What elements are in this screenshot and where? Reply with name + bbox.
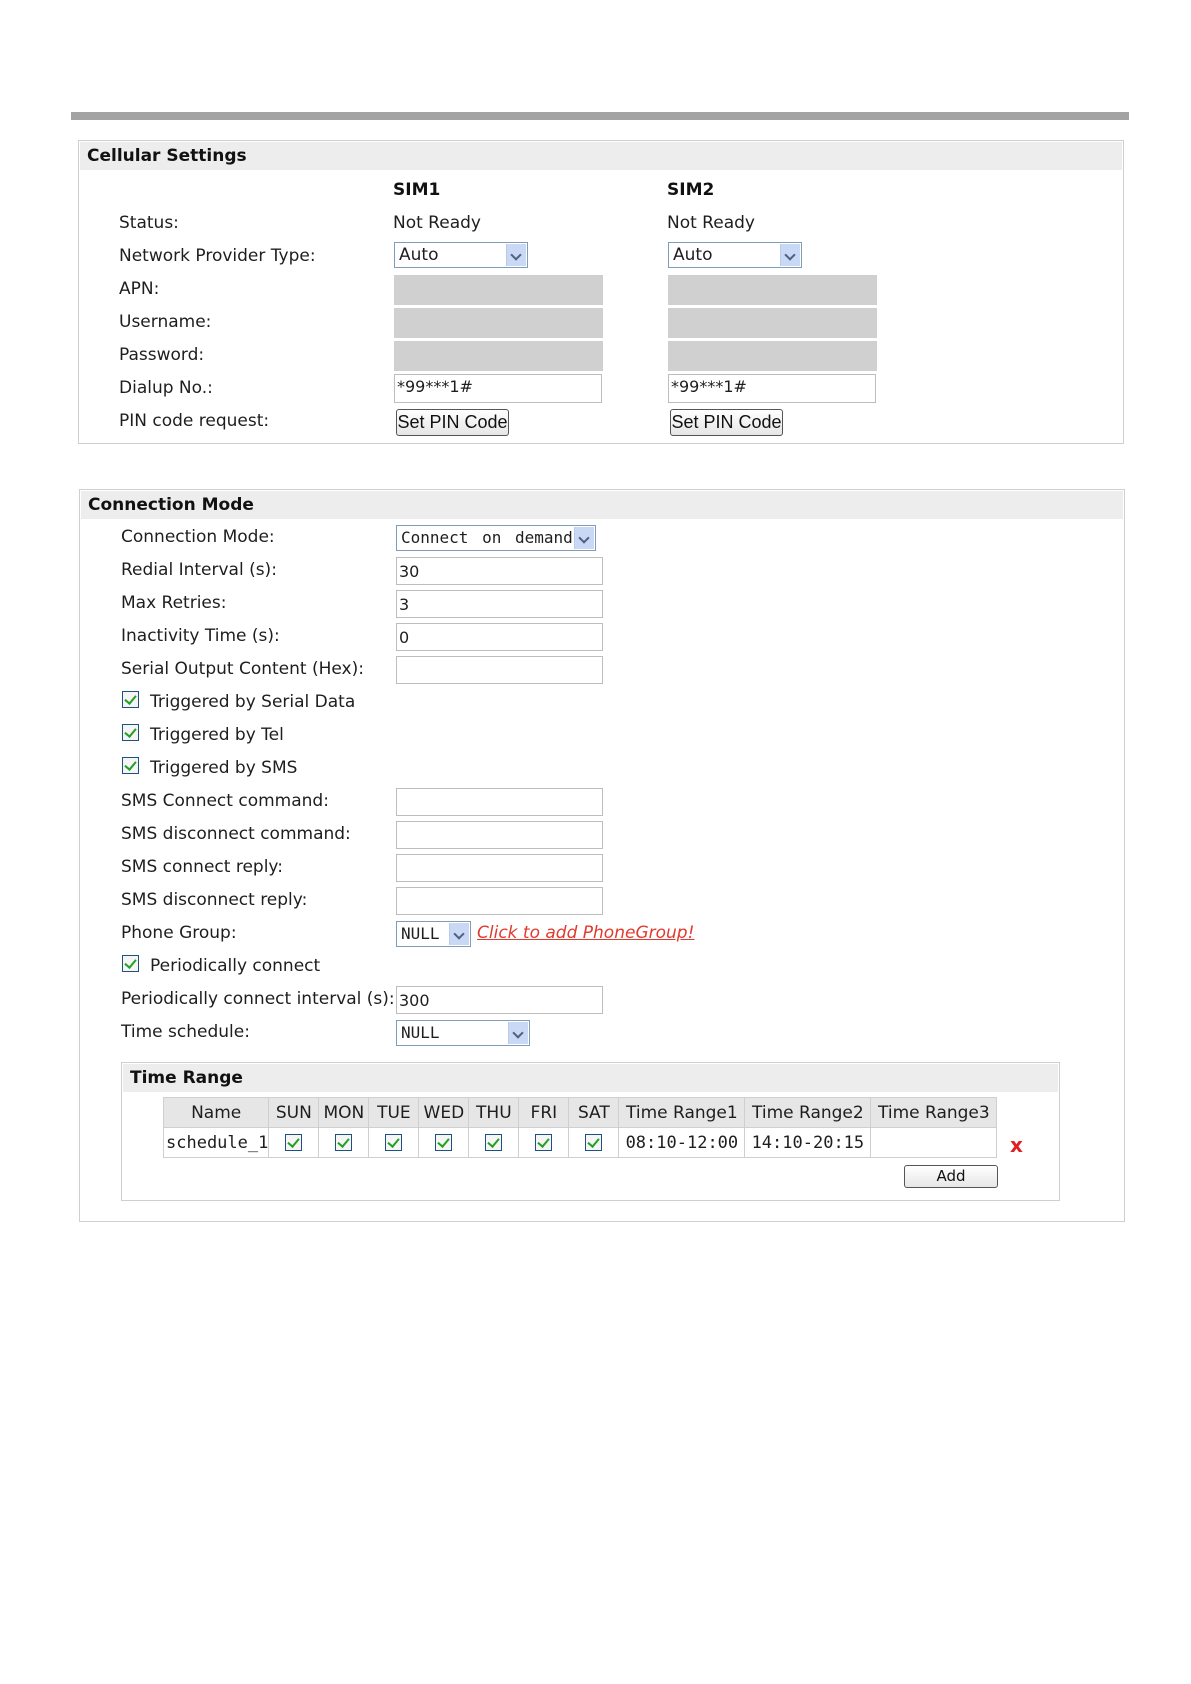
sat-checkbox[interactable] (585, 1134, 602, 1151)
chevron-down-icon (780, 244, 800, 266)
header-tue: TUE (369, 1098, 419, 1128)
password-label: Password: (119, 345, 205, 365)
triggered-tel-label: Triggered by Tel (150, 725, 284, 745)
triggered-tel-checkbox[interactable] (122, 724, 139, 741)
sms-disconnect-command-label: SMS disconnect command: (121, 824, 351, 844)
periodically-connect-interval-label: Periodically connect interval (s): (121, 989, 395, 1009)
redial-interval-label: Redial Interval (s): (121, 560, 277, 580)
sim1-set-pin-button[interactable]: Set PIN Code (396, 409, 509, 436)
header-time-range2: Time Range2 (745, 1098, 871, 1128)
add-phone-group-link[interactable]: Click to add PhoneGroup! (477, 923, 695, 943)
sim1-apn-field (394, 275, 603, 305)
sms-disconnect-reply-label: SMS disconnect reply: (121, 890, 308, 910)
delete-row-icon[interactable]: x (1010, 1133, 1023, 1157)
chevron-down-icon (449, 923, 469, 945)
sim2-set-pin-button[interactable]: Set PIN Code (670, 409, 783, 436)
connection-mode-select[interactable] (396, 525, 596, 551)
time-schedule-value: NULL (401, 1023, 440, 1042)
phone-group-select[interactable] (396, 921, 471, 947)
mon-cell (319, 1128, 369, 1158)
sim2-password-field (668, 341, 877, 371)
sim2-status-value: Not Ready (667, 213, 755, 233)
schedule-name-cell: schedule_1 (164, 1128, 269, 1158)
table-row (164, 1128, 997, 1158)
sim2-provider-type-value: Auto (673, 245, 713, 265)
sim2-header: SIM2 (667, 180, 715, 200)
sms-disconnect-reply-input[interactable] (396, 887, 603, 915)
time-range-header-row (164, 1098, 997, 1128)
sim1-provider-type-select[interactable] (394, 242, 528, 268)
wed-checkbox[interactable] (435, 1134, 452, 1151)
triggered-serial-checkbox[interactable] (122, 691, 139, 708)
chevron-down-icon (508, 1022, 528, 1044)
mon-checkbox[interactable] (335, 1134, 352, 1151)
cellular-settings-title: Cellular Settings (80, 142, 1122, 170)
status-label: Status: (119, 213, 179, 233)
inactivity-time-label: Inactivity Time (s): (121, 626, 280, 646)
sms-connect-reply-label: SMS connect reply: (121, 857, 283, 877)
phone-group-label: Phone Group: (121, 923, 237, 943)
top-divider-bar (71, 112, 1129, 120)
header-sat: SAT (569, 1098, 619, 1128)
connection-mode-title: Connection Mode (81, 491, 1123, 519)
header-sun: SUN (269, 1098, 319, 1128)
time-range-table (163, 1097, 997, 1158)
thu-cell (469, 1128, 519, 1158)
add-time-range-button[interactable]: Add (904, 1165, 998, 1188)
sms-connect-command-label: SMS Connect command: (121, 791, 329, 811)
sms-disconnect-command-input[interactable] (396, 821, 603, 849)
thu-checkbox[interactable] (485, 1134, 502, 1151)
periodically-connect-label: Periodically connect (150, 956, 321, 976)
triggered-serial-label: Triggered by Serial Data (150, 692, 356, 712)
sim1-provider-type-value: Auto (399, 245, 439, 265)
pin-request-label: PIN code request: (119, 411, 270, 431)
header-mon: MON (319, 1098, 369, 1128)
tue-cell (369, 1128, 419, 1158)
sms-connect-reply-input[interactable] (396, 854, 603, 882)
sim1-username-field (394, 308, 603, 338)
time-range3-input[interactable] (871, 1128, 997, 1158)
inactivity-time-input[interactable]: 0 (396, 623, 603, 651)
wed-cell (419, 1128, 469, 1158)
triggered-sms-label: Triggered by SMS (150, 758, 298, 778)
serial-output-label: Serial Output Content (Hex): (121, 659, 364, 679)
sun-cell (269, 1128, 319, 1158)
sat-cell (569, 1128, 619, 1158)
header-wed: WED (419, 1098, 469, 1128)
header-name: Name (164, 1098, 269, 1128)
fri-checkbox[interactable] (535, 1134, 552, 1151)
time-range1-input[interactable]: 08:10-12:00 (619, 1128, 745, 1158)
sim2-username-field (668, 308, 877, 338)
sim1-password-field (394, 341, 603, 371)
dialup-label: Dialup No.: (119, 378, 213, 398)
fri-cell (519, 1128, 569, 1158)
header-time-range1: Time Range1 (619, 1098, 745, 1128)
apn-label: APN: (119, 279, 160, 299)
sim2-provider-type-select[interactable] (668, 242, 802, 268)
phone-group-value: NULL (401, 924, 440, 943)
username-label: Username: (119, 312, 212, 332)
tue-checkbox[interactable] (385, 1134, 402, 1151)
header-fri: FRI (519, 1098, 569, 1128)
connection-mode-label: Connection Mode: (121, 527, 275, 547)
sim1-dialup-input[interactable]: *99***1# (394, 374, 602, 403)
time-schedule-label: Time schedule: (121, 1022, 250, 1042)
header-time-range3: Time Range3 (871, 1098, 997, 1128)
chevron-down-icon (506, 244, 526, 266)
max-retries-input[interactable]: 3 (396, 590, 603, 618)
triggered-sms-checkbox[interactable] (122, 757, 139, 774)
redial-interval-input[interactable]: 30 (396, 557, 603, 585)
serial-output-input[interactable] (396, 656, 603, 684)
max-retries-label: Max Retries: (121, 593, 227, 613)
periodically-connect-interval-input[interactable]: 300 (396, 986, 603, 1014)
network-provider-type-label: Network Provider Type: (119, 246, 316, 266)
sim2-apn-field (668, 275, 877, 305)
time-schedule-select[interactable] (396, 1020, 530, 1046)
connection-mode-value: Connect on demand (401, 528, 573, 547)
sun-checkbox[interactable] (285, 1134, 302, 1151)
time-range-title: Time Range (123, 1064, 1058, 1092)
sim2-dialup-input[interactable]: *99***1# (668, 374, 876, 403)
sms-connect-command-input[interactable] (396, 788, 603, 816)
header-thu: THU (469, 1098, 519, 1128)
time-range2-input[interactable]: 14:10-20:15 (745, 1128, 871, 1158)
sim1-status-value: Not Ready (393, 213, 481, 233)
chevron-down-icon (574, 527, 594, 549)
sim1-header: SIM1 (393, 180, 441, 200)
periodically-connect-checkbox[interactable] (122, 955, 139, 972)
